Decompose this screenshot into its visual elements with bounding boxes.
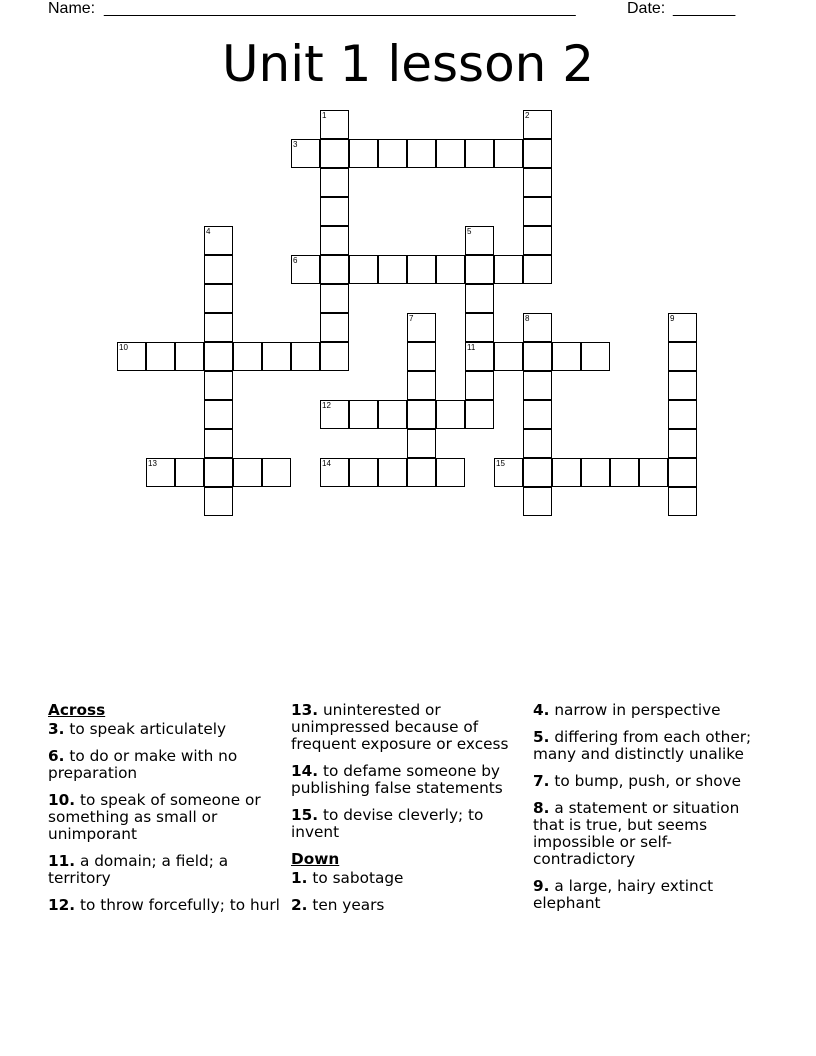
grid-cell[interactable] — [378, 255, 407, 284]
grid-cell[interactable] — [668, 429, 697, 458]
clue-column-2 — [291, 702, 526, 924]
grid-cell[interactable] — [320, 342, 349, 371]
clue-down-1: 1. to sabotage — [291, 869, 404, 887]
clue-across-11: 11. a domain; a field; a territory — [48, 852, 229, 887]
grid-cell[interactable] — [436, 458, 465, 487]
grid-cell[interactable] — [523, 255, 552, 284]
down-heading: Down — [291, 850, 340, 868]
grid-cell[interactable] — [320, 226, 349, 255]
grid-cell[interactable] — [668, 342, 697, 371]
grid-cell[interactable] — [668, 400, 697, 429]
clue-number: 7 — [409, 314, 414, 323]
grid-cell[interactable] — [320, 458, 349, 487]
grid-cell[interactable] — [581, 342, 610, 371]
grid-cell[interactable] — [465, 400, 494, 429]
grid-cell[interactable] — [378, 400, 407, 429]
grid-cell[interactable] — [175, 342, 204, 371]
clue-down-5: 5. differing from each other; many and distinctly unalike — [533, 728, 752, 763]
clue-number: 8 — [525, 314, 530, 323]
grid-cell[interactable] — [320, 110, 349, 139]
grid-cell[interactable] — [291, 342, 320, 371]
clue-number: 3 — [293, 140, 298, 149]
grid-cell[interactable] — [436, 400, 465, 429]
grid-cell[interactable] — [204, 226, 233, 255]
grid-cell[interactable] — [465, 139, 494, 168]
grid-cell[interactable] — [378, 458, 407, 487]
grid-cell[interactable] — [204, 284, 233, 313]
grid-cell[interactable] — [523, 168, 552, 197]
clue-across-6: 6. to do or make with no preparation — [48, 747, 238, 782]
grid-cell[interactable] — [494, 342, 523, 371]
grid-cell[interactable] — [349, 139, 378, 168]
grid-cell[interactable] — [523, 400, 552, 429]
grid-cell[interactable] — [349, 400, 378, 429]
clue-number: 14 — [322, 459, 331, 468]
grid-cell[interactable] — [436, 255, 465, 284]
clue-down-2: 2. ten years — [291, 896, 385, 914]
grid-cell[interactable] — [407, 139, 436, 168]
clue-number: 2 — [525, 111, 530, 120]
clue-number: 11 — [467, 343, 476, 352]
grid-cell[interactable] — [523, 342, 552, 371]
grid-cell[interactable] — [349, 458, 378, 487]
grid-cell[interactable] — [291, 255, 320, 284]
grid-cell[interactable] — [320, 400, 349, 429]
grid-cell[interactable] — [320, 139, 349, 168]
grid-cell[interactable] — [668, 313, 697, 342]
clue-number: 5 — [467, 227, 472, 236]
clue-column-1 — [48, 702, 283, 924]
name-label: Name: — [48, 0, 96, 17]
grid-cell[interactable] — [523, 139, 552, 168]
grid-cell[interactable] — [552, 342, 581, 371]
grid-cell[interactable] — [523, 371, 552, 400]
clue-number: 1 — [322, 111, 327, 120]
grid-cell[interactable] — [204, 342, 233, 371]
grid-cell[interactable] — [494, 139, 523, 168]
clue-down-4: 4. narrow in perspective — [533, 701, 721, 719]
grid-cell[interactable] — [378, 139, 407, 168]
date-line: _______ — [673, 0, 736, 17]
grid-cell[interactable] — [639, 458, 668, 487]
grid-cell[interactable] — [465, 255, 494, 284]
grid-cell[interactable] — [523, 487, 552, 516]
clue-across-3: 3. to speak articulately — [48, 720, 227, 738]
grid-cell[interactable] — [407, 458, 436, 487]
grid-cell[interactable] — [494, 458, 523, 487]
grid-cell[interactable] — [146, 458, 175, 487]
across-heading: Across — [48, 701, 106, 719]
grid-cell[interactable] — [407, 313, 436, 342]
clue-column-3 — [533, 702, 773, 922]
grid-cell[interactable] — [204, 255, 233, 284]
grid-cell[interactable] — [668, 487, 697, 516]
grid-cell[interactable] — [204, 487, 233, 516]
clue-number: 12 — [322, 401, 331, 410]
clue-number: 4 — [206, 227, 211, 236]
clue-across-13: 13. uninterested or unimpressed because of frequent exposure or excess — [291, 701, 509, 753]
grid-cell[interactable] — [465, 226, 494, 255]
clue-number: 15 — [496, 459, 505, 468]
clue-number: 13 — [148, 459, 157, 468]
grid-cell[interactable] — [407, 255, 436, 284]
date-label: Date: — [627, 0, 666, 17]
grid-cell[interactable] — [204, 313, 233, 342]
grid-cell[interactable] — [262, 342, 291, 371]
grid-cell[interactable] — [552, 458, 581, 487]
grid-cell[interactable] — [204, 371, 233, 400]
grid-cell[interactable] — [407, 342, 436, 371]
grid-cell[interactable] — [436, 139, 465, 168]
grid-cell[interactable] — [668, 371, 697, 400]
clue-across-15: 15. to devise cleverly; to invent — [291, 806, 484, 841]
grid-cell[interactable] — [204, 400, 233, 429]
clue-across-12: 12. to throw forcefully; to hurl — [48, 896, 280, 914]
grid-cell[interactable] — [175, 458, 204, 487]
grid-cell[interactable] — [523, 226, 552, 255]
name-line: _____________________________________________________ — [104, 0, 576, 17]
grid-cell[interactable] — [117, 342, 146, 371]
grid-cell[interactable] — [465, 371, 494, 400]
clue-down-8: 8. a statement or situation that is true, but seems impossible or self-contradictory — [533, 799, 740, 868]
grid-cell[interactable] — [146, 342, 175, 371]
grid-cell[interactable] — [407, 371, 436, 400]
grid-cell[interactable] — [320, 284, 349, 313]
grid-cell[interactable] — [407, 429, 436, 458]
grid-cell[interactable] — [610, 458, 639, 487]
grid-cell[interactable] — [407, 400, 436, 429]
grid-cell[interactable] — [668, 458, 697, 487]
grid-cell[interactable] — [523, 429, 552, 458]
grid-cell[interactable] — [233, 342, 262, 371]
grid-cell[interactable] — [320, 168, 349, 197]
grid-cell[interactable] — [523, 110, 552, 139]
clue-down-9: 9. a large, hairy extinct elephant — [533, 877, 714, 912]
grid-cell[interactable] — [465, 284, 494, 313]
grid-cell[interactable] — [523, 458, 552, 487]
grid-cell[interactable] — [233, 458, 262, 487]
grid-cell[interactable] — [262, 458, 291, 487]
grid-cell[interactable] — [523, 197, 552, 226]
clue-number: 6 — [293, 256, 298, 265]
page-title: Unit 1 lesson 2 — [221, 35, 595, 93]
grid-cell[interactable] — [465, 313, 494, 342]
crossword-grid — [117, 110, 702, 520]
clue-down-7: 7. to bump, push, or shove — [533, 772, 742, 790]
grid-cell[interactable] — [465, 342, 494, 371]
grid-cell[interactable] — [349, 255, 378, 284]
grid-cell[interactable] — [523, 313, 552, 342]
grid-cell[interactable] — [320, 255, 349, 284]
clue-across-14: 14. to defame someone by publishing false statements — [291, 762, 503, 797]
grid-cell[interactable] — [320, 197, 349, 226]
clue-number: 9 — [670, 314, 675, 323]
grid-cell[interactable] — [581, 458, 610, 487]
grid-cell[interactable] — [494, 255, 523, 284]
grid-cell[interactable] — [204, 458, 233, 487]
grid-cell[interactable] — [204, 429, 233, 458]
grid-cell[interactable] — [320, 313, 349, 342]
clue-number: 10 — [119, 343, 128, 352]
clue-across-10: 10. to speak of someone or something as small or unimporant — [48, 791, 261, 843]
grid-cell[interactable] — [291, 139, 320, 168]
